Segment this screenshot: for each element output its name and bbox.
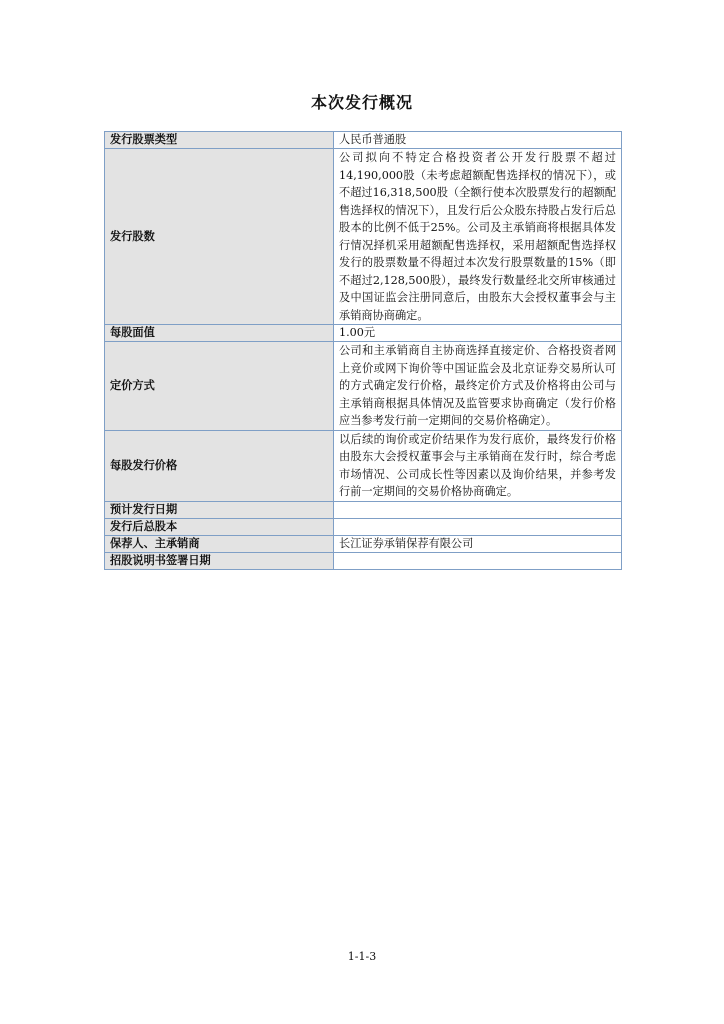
row-label: 定价方式 xyxy=(105,342,334,431)
offering-overview-table xyxy=(104,131,622,570)
row-value: 以后续的询价或定价结果作为发行底价，最终发行价格由股东大会授权董事会与主承销商在发行时，综合考虑市场情况、公司成长性等因素以及询价结果，并参考发行前一定期间的交易价格协商确定。 xyxy=(334,430,622,501)
table-row xyxy=(105,149,622,325)
row-label: 每股发行价格 xyxy=(105,430,334,501)
page-title: 本次发行概况 xyxy=(310,93,413,112)
table-row xyxy=(105,430,622,501)
row-label: 保荐人、主承销商 xyxy=(105,535,334,552)
row-value xyxy=(334,552,622,569)
table-row xyxy=(105,518,622,535)
row-value: 人民币普通股 xyxy=(334,132,622,149)
table-row xyxy=(105,501,622,518)
row-label: 发行后总股本 xyxy=(105,518,334,535)
table-row xyxy=(105,552,622,569)
row-value: 公司拟向不特定合格投资者公开发行股票不超过14,190,000股（未考虑超额配售选择权的情况下），或不超过16,318,500股（全额行使本次股票发行的超额配售选择权的情况下），且发行后公众股东持股占发行后总股本的比例不低于25%。公司及主承销商将根据具体发行情况择机采用超额配售选择权，采用超额配售选择权发行的股票数量不得超过本次发行股票数量的15%（即不超过2,128,500股），最终发行数量经北交所审核通过及中国证监会注册同意后，由股东大会授权董事会与主承销商协商确定。 xyxy=(334,149,622,325)
row-label: 每股面值 xyxy=(105,325,334,342)
row-label: 发行股数 xyxy=(105,149,334,325)
table-row xyxy=(105,342,622,431)
row-label: 招股说明书签署日期 xyxy=(105,552,334,569)
row-value: 1.00元 xyxy=(334,325,622,342)
table-row xyxy=(105,325,622,342)
row-value: 长江证券承销保荐有限公司 xyxy=(334,535,622,552)
row-label: 预计发行日期 xyxy=(105,501,334,518)
row-value: 公司和主承销商自主协商选择直接定价、合格投资者网上竞价或网下询价等中国证监会及北京证券交易所认可的方式确定发行价格，最终定价方式及价格将由公司与主承销商根据具体情况及监管要求协商确定（发行价格应当参考发行前一定期间的交易价格确定）。 xyxy=(334,342,622,431)
table-row xyxy=(105,535,622,552)
table-row xyxy=(105,132,622,149)
row-value xyxy=(334,518,622,535)
row-label: 发行股票类型 xyxy=(105,132,334,149)
row-value xyxy=(334,501,622,518)
page-number: 1-1-3 xyxy=(347,950,377,963)
